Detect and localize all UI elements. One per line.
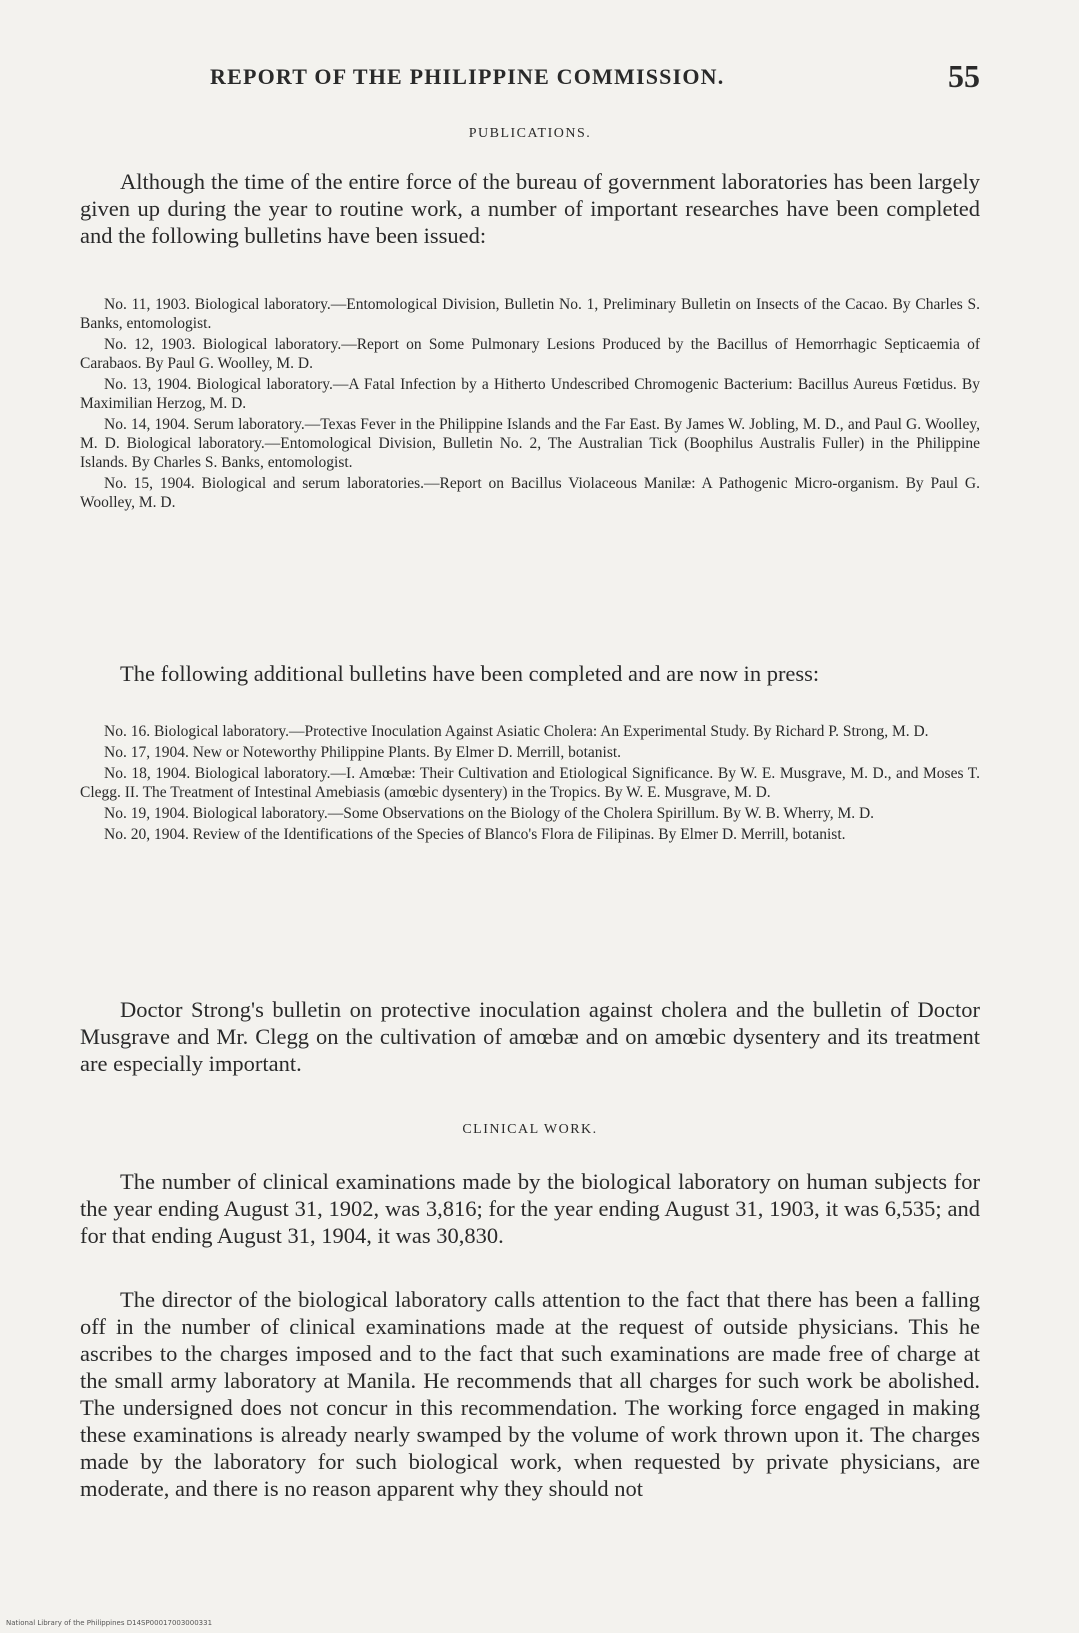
running-title: REPORT OF THE PHILIPPINE COMMISSION. <box>210 64 725 89</box>
bulletin-item: No. 17, 1904. New or Noteworthy Philippine Plants. By Elmer D. Merrill, botanist. <box>104 744 622 761</box>
publications-closing: Doctor Strong's bulletin on protective inoculation against cholera and the bulletin of Doctor Musgrave and Mr. Clegg on the cultivation of amœbæ and on amœbic dysentery and its treatment are especially important. <box>80 997 980 1076</box>
library-stamp: National Library of the Philippines D14SP00017003000331 <box>6 1619 213 1627</box>
bulletin-item: No. 16. Biological laboratory.—Protective Inoculation Against Asiatic Cholera: An Experimental Study. By Richard P. Strong, M. D. <box>104 723 929 740</box>
bulletin-item: No. 19, 1904. Biological laboratory.—Some Observations on the Biology of the Cholera Spirillum. By W. B. Wherry, M. D. <box>104 805 875 822</box>
document-page <box>80 0 980 1633</box>
running-head <box>80 58 980 98</box>
clinical-heading: CLINICAL WORK. <box>462 1122 598 1137</box>
bulletin-item: No. 12, 1903. Biological laboratory.—Report on Some Pulmonary Lesions Produced by the Bacillus of Hemorrhagic Septicaemia of Carabaos. By Paul G. Woolley, M. D. <box>80 336 980 372</box>
clinical-paragraph-2: The director of the biological laboratory calls attention to the fact that there has been a falling off in the number of clinical examinations made at the request of outside physicians. This he ascribes to the charges imposed and to the fact that such examinations are made free of charge at the small army laboratory at Manila. He recommends that all charges for such work be abolished. The undersigned does not concur in this recommendation. The working force engaged in making these examinations is already nearly swamped by the volume of work thrown upon it. The charges made by the laboratory for such biological work, when requested by private physicians, are moderate, and there is no reason apparent why they should not <box>80 1287 980 1501</box>
bulletin-item: No. 20, 1904. Review of the Identifications of the Species of Blanco's Flora de Filipinas. By Elmer D. Merrill, botanist. <box>104 826 846 843</box>
bulletin-item: No. 18, 1904. Biological laboratory.—I. Amœbæ: Their Cultivation and Etiological Significance. By W. E. Musgrave, M. D., and Moses T. Clegg. II. The Treatment of Intestinal Amebiasis (amœbic dysentery) in the Tropics. By W. E. Musgrave, M. D. <box>80 765 980 801</box>
press-intro: The following additional bulletins have been completed and are now in press: <box>120 661 820 686</box>
clinical-paragraph-1: The number of clinical examinations made by the biological laboratory on human subjects for the year ending August 31, 1902, was 3,816; for the year ending August 31, 1903, it was 6,535; and for that ending August 31, 1904, it was 30,830. <box>80 1169 980 1248</box>
issued-bulletin-list <box>80 295 980 514</box>
bulletin-item: No. 13, 1904. Biological laboratory.—A Fatal Infection by a Hitherto Undescribed Chromogenic Bacterium: Bacillus Aureus Fœtidus. By Maximilian Herzog, M. D. <box>80 376 980 412</box>
publications-intro: Although the time of the entire force of the bureau of government laboratories has been largely given up during the year to routine work, a number of important researches have been completed and the following bulletins have been issued: <box>80 169 980 248</box>
bulletin-item: No. 14, 1904. Serum laboratory.—Texas Fever in the Philippine Islands and the Far East. By James W. Jobling, M. D., and Paul G. Woolley, M. D. Biological laboratory.—Entomological Division, Bulletin No. 2, The Australian Tick (Boophilus Australis Fuller) in the Philippine Islands. By Charles S. Banks, entomologist. <box>80 416 980 471</box>
bulletin-item: No. 11, 1903. Biological laboratory.—Entomological Division, Bulletin No. 1, Preliminary Bulletin on Insects of the Cacao. By Charles S. Banks, entomologist. <box>80 296 980 332</box>
bulletin-item: No. 15, 1904. Biological and serum laboratories.—Report on Bacillus Violaceous Manilæ: A Pathogenic Micro-organism. By Paul G. Woolley, M. D. <box>80 475 980 511</box>
in-press-bulletin-list <box>80 722 980 846</box>
publications-heading: PUBLICATIONS. <box>468 126 592 141</box>
page-number: 55 <box>948 58 980 94</box>
